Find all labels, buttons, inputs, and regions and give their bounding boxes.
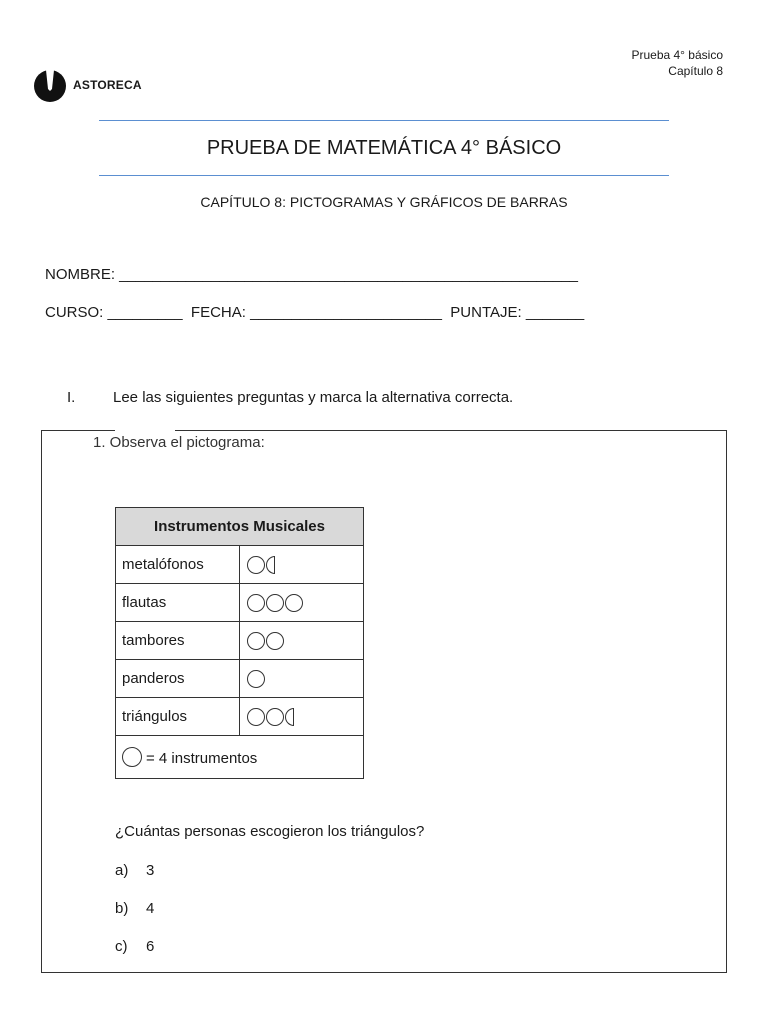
- option-letter: a): [115, 862, 129, 879]
- full-circle-icon: [247, 556, 265, 574]
- full-circle-icon: [285, 594, 303, 612]
- option-value: 3: [146, 862, 155, 879]
- pictogram-row-icons: [240, 584, 364, 622]
- pictogram-row: [116, 584, 364, 622]
- pictogram-row: [116, 698, 364, 736]
- pictogram-row-label: triángulos: [116, 698, 240, 736]
- logo-text: ASTORECA: [73, 78, 142, 92]
- full-circle-icon: [247, 594, 265, 612]
- legend-circle-icon: [122, 747, 142, 767]
- option-value: 4: [146, 900, 155, 917]
- pictogram-row-label: tambores: [116, 622, 240, 660]
- full-circle-icon: [247, 670, 265, 688]
- half-circle-icon: [266, 556, 275, 574]
- pictogram-row-label: flautas: [116, 584, 240, 622]
- section-numeral: I.: [67, 389, 76, 406]
- question-1-prompt: 1. Observa el pictograma:: [93, 434, 265, 451]
- box-gap: [115, 427, 175, 433]
- option-b[interactable]: [115, 900, 154, 917]
- curso-fecha-puntaje-fields[interactable]: CURSO: _________ FECHA: _______________________ PUNTAJE: _______: [45, 304, 585, 321]
- pictogram-row-label: panderos: [116, 660, 240, 698]
- nombre-field[interactable]: NOMBRE: _______________________________________________________: [45, 266, 578, 283]
- option-letter: b): [115, 900, 129, 917]
- option-a[interactable]: [115, 862, 154, 879]
- pictogram-legend: [116, 736, 364, 779]
- pictogram-row-icons: [240, 622, 364, 660]
- header-chapter: Capítulo 8: [668, 64, 723, 78]
- pictogram: [115, 507, 364, 782]
- full-circle-icon: [266, 632, 284, 650]
- full-circle-icon: [266, 708, 284, 726]
- header-test-level: Prueba 4° básico: [631, 48, 723, 62]
- pictogram-row-icons: [240, 698, 364, 736]
- section-instruction: Lee las siguientes preguntas y marca la alternativa correcta.: [113, 389, 514, 406]
- pictogram-title: Instrumentos Musicales: [116, 508, 364, 546]
- question-text: ¿Cuántas personas escogieron los triángulos?: [115, 823, 425, 840]
- pictogram-row: [116, 660, 364, 698]
- full-circle-icon: [266, 594, 284, 612]
- full-circle-icon: [247, 708, 265, 726]
- pictogram-table: [115, 507, 364, 779]
- pictogram-row: [116, 546, 364, 584]
- half-circle-icon: [285, 708, 294, 726]
- header-info: [631, 47, 723, 79]
- title-rule-top: [99, 120, 669, 121]
- pictogram-row: [116, 622, 364, 660]
- pictogram-row-icons: [240, 546, 364, 584]
- option-value: 6: [146, 938, 155, 955]
- astoreca-logo-icon: [33, 67, 67, 103]
- full-circle-icon: [247, 632, 265, 650]
- option-c[interactable]: [115, 938, 154, 955]
- page-title: PRUEBA DE MATEMÁTICA 4° BÁSICO: [206, 137, 562, 159]
- title-rule-bottom: [99, 175, 669, 176]
- option-letter: c): [115, 938, 128, 955]
- pictogram-row-label: metalófonos: [116, 546, 240, 584]
- pictogram-row-icons: [240, 660, 364, 698]
- page-subtitle: CAPÍTULO 8: PICTOGRAMAS Y GRÁFICOS DE BARRAS: [200, 194, 568, 210]
- legend-text: = 4 instrumentos: [146, 750, 258, 767]
